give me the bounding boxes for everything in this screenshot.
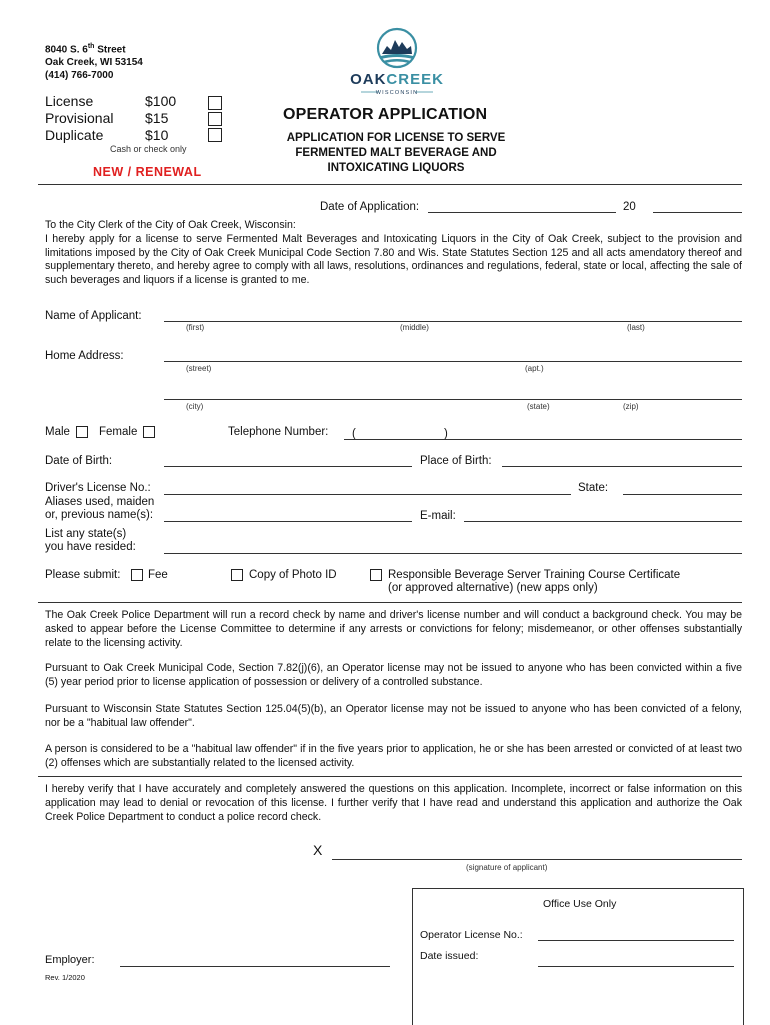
photo-id-label: Copy of Photo ID [249, 569, 337, 581]
intro-text: To the City Clerk of the City of Oak Creek, Wisconsin: I hereby apply for a license to serve Fermented Malt Beverages and Intoxicating Liquors in the City of Oak Creek, subject to the provision and limitations imposed by the City of Oak Creek Municipal Code Section 7.80 and Wis. State Statutes Section 125 and all acts amendatory thereof and supplementary thereto, and hereby agree to comply with all laws, resolutions, ordinances and regulations, federal, state or local, affecting the sale of such beverages and liquors if a license is granted to me. [45, 219, 742, 287]
fee-checkbox[interactable] [131, 569, 143, 581]
license-label: License [45, 93, 94, 109]
date-of-birth-label: Date of Birth: [45, 455, 113, 467]
first-hint: (first) [186, 323, 205, 332]
aliases-label: Aliases used, maiden or, previous name(s): [45, 496, 155, 521]
duplicate-checkbox[interactable] [208, 128, 222, 142]
states-resided-label: List any state(s) you have resided: [45, 528, 136, 553]
verification-statement: I hereby verify that I have accurately and completely answered the questions on this application. Incomplete, incorrect or false information on this application may lead to denial or revocation of this license. I further verify that I have read and understand this application and authorize the Oak Creek Police Department to conduct a police record check. [45, 783, 742, 823]
telephone-field[interactable] [344, 439, 742, 440]
office-use-title: Office Use Only [543, 898, 617, 910]
male-label: Male [45, 426, 70, 438]
name-of-applicant-field[interactable] [164, 321, 742, 322]
operator-license-no-field[interactable] [538, 940, 734, 941]
signature-field[interactable] [332, 859, 742, 860]
city-state-zip-field[interactable] [164, 399, 742, 400]
license-checkbox[interactable] [208, 96, 222, 110]
aliases-field[interactable] [164, 521, 412, 522]
city-hint: (city) [186, 402, 204, 411]
municipal-code-notice: Pursuant to Oak Creek Municipal Code, Section 7.82(j)(6), an Operator license may not be issued to anyone who has been convicted within a five (5) year period prior to license application of possession or delivery of a controlled substance. [45, 662, 742, 688]
year-field[interactable] [653, 212, 742, 213]
drivers-license-label: Driver's License No.: [45, 482, 151, 494]
page-subtitle: APPLICATION FOR LICENSE TO SERVE FERMENTED MALT BEVERAGE AND INTOXICATING LIQUORS [286, 132, 506, 174]
dl-state-field[interactable] [623, 494, 742, 495]
date-of-application-label: Date of Application: [320, 201, 420, 213]
record-check-notice: The Oak Creek Police Department will run a record check by name and driver's license number and will conduct a background check. You may be asked to appear before the License Committee to determine if any arrests or convictions for felony; misdemeanor, or other offenses substantially relate to the licensing activity. [45, 609, 742, 649]
place-of-birth-label: Place of Birth: [420, 455, 492, 467]
last-hint: (last) [627, 323, 645, 332]
signature-x: X [313, 842, 323, 858]
drivers-license-field[interactable] [164, 494, 571, 495]
date-of-birth-field[interactable] [164, 466, 412, 467]
states-resided-field[interactable] [164, 553, 742, 554]
zip-hint: (zip) [623, 402, 639, 411]
city-address: 8040 S. 6th Street Oak Creek, WI 53154 (414) 766-7000 [45, 43, 143, 82]
provisional-label: Provisional [45, 110, 114, 126]
license-type-labels [45, 93, 113, 144]
photo-id-checkbox[interactable] [231, 569, 243, 581]
provisional-checkbox[interactable] [208, 112, 222, 126]
license-price: $100 [145, 93, 177, 109]
dl-state-label: State: [578, 482, 609, 494]
middle-hint: (middle) [400, 323, 429, 332]
fee-label: Fee [148, 569, 168, 581]
female-checkbox[interactable] [143, 426, 155, 438]
date-of-application-field[interactable] [428, 212, 616, 213]
state-hint: (state) [527, 402, 550, 411]
divider [38, 602, 742, 603]
oak-creek-logo [345, 26, 450, 98]
tel-open-paren: ( [352, 428, 356, 440]
page-title: OPERATOR APPLICATION [283, 106, 488, 123]
revision-note: Rev. 1/2020 [45, 973, 85, 982]
employer-label: Employer: [45, 954, 95, 966]
telephone-label: Telephone Number: [228, 426, 329, 438]
signature-caption: (signature of applicant) [466, 863, 548, 872]
street-hint: (street) [186, 364, 212, 373]
state-statute-notice: Pursuant to Wisconsin State Statutes Section 125.04(5)(b), an Operator license may not be issued to anyone who has been convicted of a felony, nor be a "habitual law offender". [45, 703, 742, 729]
home-address-label: Home Address: [45, 350, 124, 362]
habitual-offender-notice: A person is considered to be a "habitual law offender" if in the five years prior to application, he or she has been arrested or convicted of at least two (2) offenses which are substantially related to the licensed activity. [45, 743, 742, 769]
male-checkbox[interactable] [76, 426, 88, 438]
employer-field[interactable] [120, 966, 390, 967]
date-issued-field[interactable] [538, 966, 734, 967]
duplicate-price: $10 [145, 127, 169, 143]
new-renewal-selector[interactable]: NEW / RENEWAL [93, 165, 202, 179]
training-certificate-checkbox[interactable] [370, 569, 382, 581]
payment-note: Cash or check only [110, 144, 187, 154]
email-field[interactable] [464, 521, 742, 522]
divider [38, 184, 742, 185]
name-of-applicant-label: Name of Applicant: [45, 310, 142, 322]
license-prices [145, 93, 176, 144]
please-submit-label: Please submit: [45, 569, 121, 581]
operator-license-no-label: Operator License No.: [420, 929, 523, 941]
place-of-birth-field[interactable] [502, 466, 742, 467]
svg-text:WISCONSIN: WISCONSIN [375, 90, 419, 96]
apt-hint: (apt.) [525, 364, 544, 373]
street-address-field[interactable] [164, 361, 742, 362]
provisional-price: $15 [145, 110, 169, 126]
svg-text:OAKCREEK: OAKCREEK [350, 71, 444, 88]
training-certificate-label: Responsible Beverage Server Training Course Certificate (or approved alternative) (new apps only) [388, 569, 681, 594]
duplicate-label: Duplicate [45, 127, 104, 143]
divider [38, 776, 742, 777]
email-label: E-mail: [420, 510, 456, 522]
tel-close-paren: ) [444, 428, 448, 440]
female-label: Female [99, 426, 138, 438]
date-issued-label: Date issued: [420, 950, 479, 962]
year-prefix: 20 [623, 201, 636, 213]
